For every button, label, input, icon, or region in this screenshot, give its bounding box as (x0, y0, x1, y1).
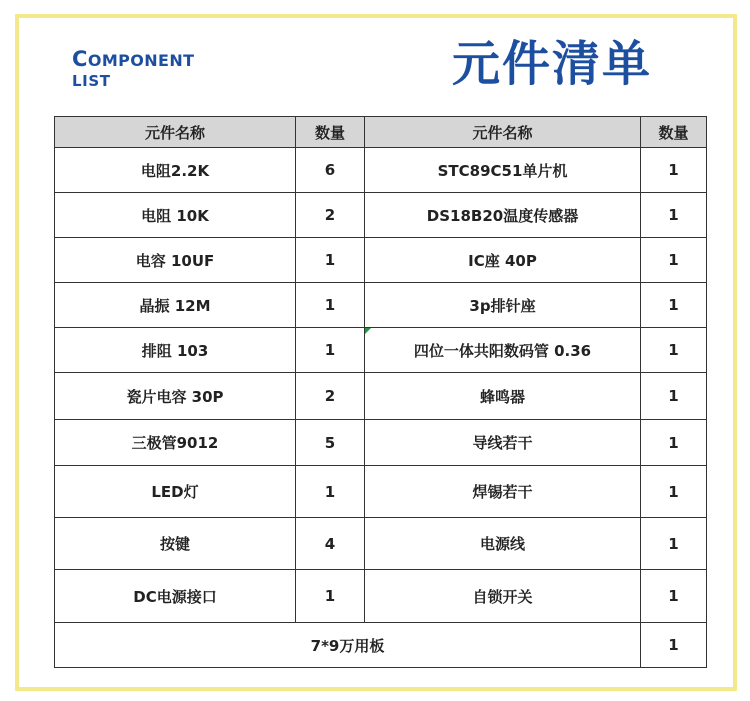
component-quantity: 1 (641, 373, 707, 420)
table-row (55, 420, 707, 466)
component-quantity: 1 (641, 623, 707, 668)
component-quantity: 6 (296, 148, 365, 193)
component-quantity: 1 (641, 193, 707, 238)
component-name: 电阻2.2K (55, 148, 296, 193)
component-name: 瓷片电容 30P (55, 373, 296, 420)
component-quantity: 1 (641, 283, 707, 328)
component-quantity: 2 (296, 193, 365, 238)
component-table (54, 116, 707, 668)
component-quantity: 1 (641, 466, 707, 518)
table-footer-row (55, 623, 707, 668)
component-quantity: 1 (296, 328, 365, 373)
component-name: LED灯 (55, 466, 296, 518)
component-name: 7*9万用板 (55, 623, 641, 668)
component-name: DS18B20温度传感器 (365, 193, 641, 238)
component-name: 晶振 12M (55, 283, 296, 328)
table-row (55, 518, 707, 570)
table-row (55, 283, 707, 328)
table-row (55, 466, 707, 518)
english-title-initial: C (72, 47, 88, 71)
component-quantity: 5 (296, 420, 365, 466)
component-name: 电阻 10K (55, 193, 296, 238)
component-quantity: 2 (296, 373, 365, 420)
english-title (72, 49, 195, 89)
chinese-title: 元件清单 (452, 36, 653, 92)
component-quantity: 1 (641, 328, 707, 373)
component-quantity: 1 (296, 238, 365, 283)
component-quantity: 1 (296, 570, 365, 623)
component-quantity: 1 (641, 148, 707, 193)
component-name: 按键 (55, 518, 296, 570)
header-component-name-left: 元件名称 (55, 117, 296, 148)
component-quantity: 4 (296, 518, 365, 570)
component-name: 电源线 (365, 518, 641, 570)
component-name: IC座 40P (365, 238, 641, 283)
component-name: 3p排针座 (365, 283, 641, 328)
component-quantity: 1 (296, 283, 365, 328)
component-quantity: 1 (641, 570, 707, 623)
table-row (55, 373, 707, 420)
component-quantity: 1 (296, 466, 365, 518)
component-name: 自锁开关 (365, 570, 641, 623)
table-row (55, 328, 707, 373)
component-name: 导线若干 (365, 420, 641, 466)
component-name: 电容 10UF (55, 238, 296, 283)
component-name: 排阻 103 (55, 328, 296, 373)
english-title-line2: LIST (72, 72, 111, 90)
component-name: 蜂鸣器 (365, 373, 641, 420)
header-quantity-right: 数量 (641, 117, 707, 148)
header-component-name-right: 元件名称 (365, 117, 641, 148)
component-name: STC89C51单片机 (365, 148, 641, 193)
table-row (55, 570, 707, 623)
component-quantity: 1 (641, 518, 707, 570)
table-header-row (55, 117, 707, 148)
component-name: 焊锡若干 (365, 466, 641, 518)
table-row (55, 238, 707, 283)
component-name: 四位一体共阳数码管 0.36 (365, 328, 641, 373)
header-quantity-left: 数量 (296, 117, 365, 148)
english-title-line1 (72, 49, 195, 70)
table-row (55, 193, 707, 238)
table-row (55, 148, 707, 193)
component-quantity: 1 (641, 238, 707, 283)
component-name: DC电源接口 (55, 570, 296, 623)
english-title-rest: OMPONENT (87, 51, 195, 70)
component-quantity: 1 (641, 420, 707, 466)
component-name: 三极管9012 (55, 420, 296, 466)
